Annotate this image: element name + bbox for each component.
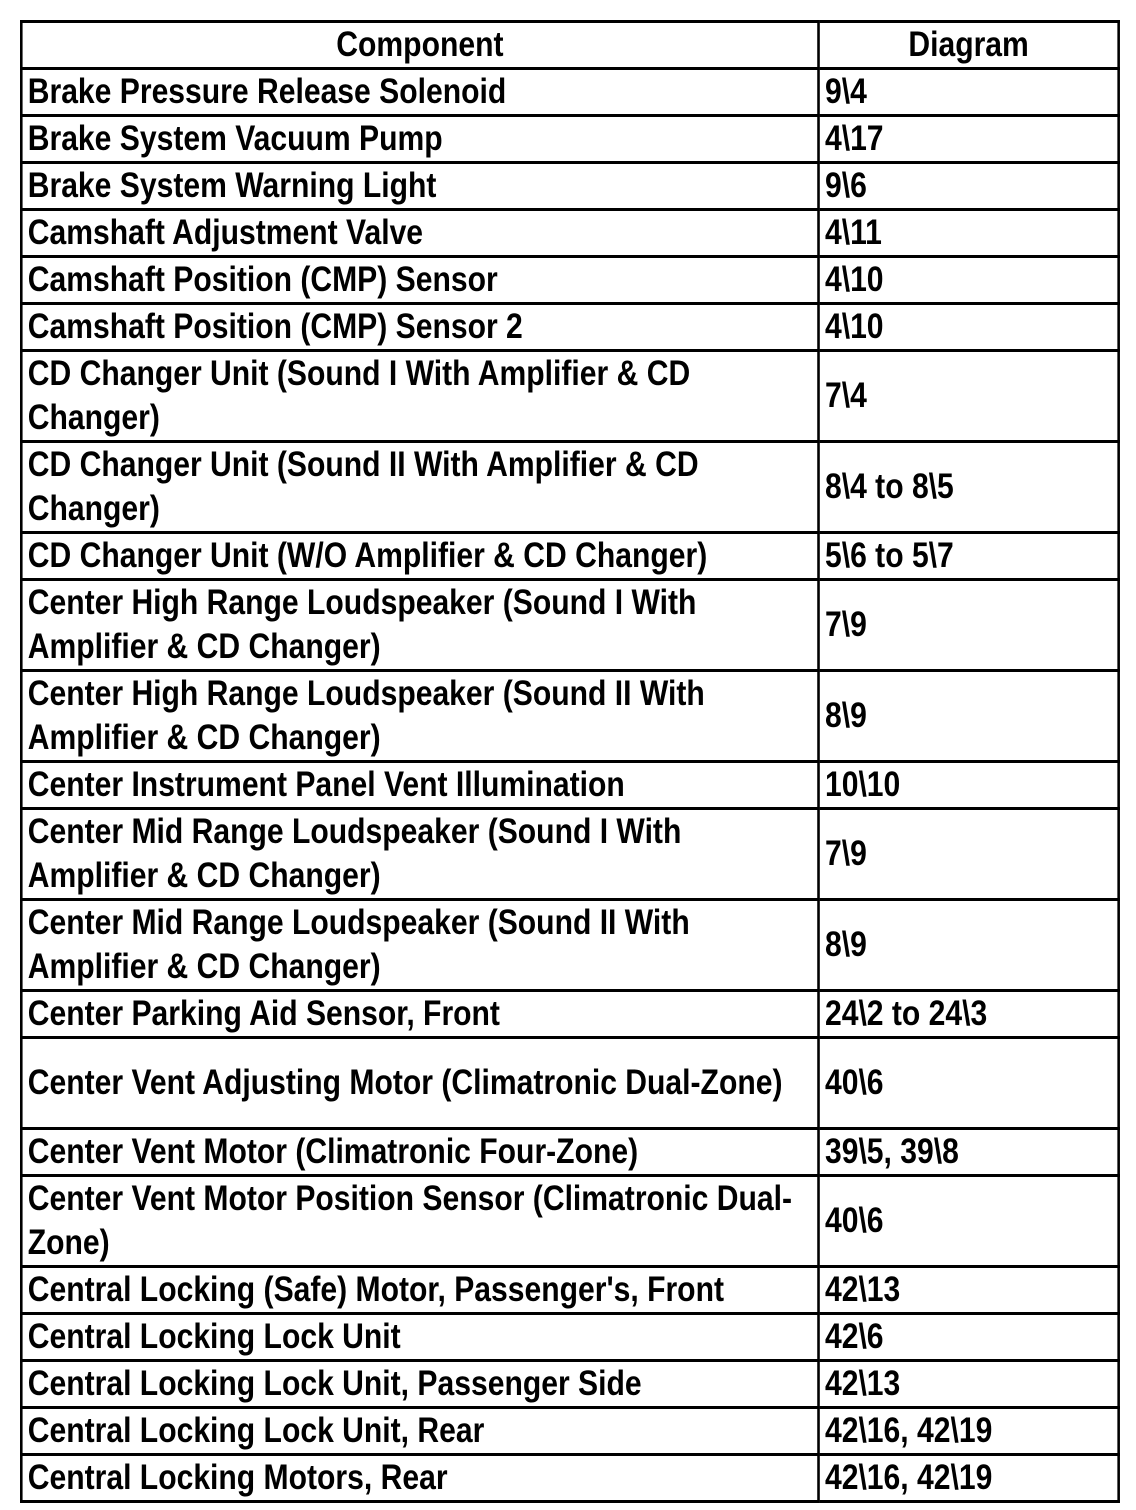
- component-cell: Camshaft Position (CMP) Sensor 2: [21, 304, 818, 351]
- diagram-cell: 8\9: [819, 900, 1119, 991]
- table-row: [21, 1176, 1118, 1267]
- diagram-cell: 9\4: [819, 69, 1119, 116]
- diagram-cell: 42\16, 42\19: [819, 1408, 1119, 1455]
- diagram-cell: 42\13: [819, 1267, 1119, 1314]
- table-row: [21, 442, 1118, 533]
- table-row: [21, 257, 1118, 304]
- diagram-cell: 7\9: [819, 580, 1119, 671]
- diagram-cell: 42\16, 42\19: [819, 1455, 1119, 1502]
- diagram-cell: 40\6: [819, 1176, 1119, 1267]
- component-cell: CD Changer Unit (Sound I With Amplifier & CD Changer): [21, 351, 818, 442]
- table-row: [21, 809, 1118, 900]
- component-cell: Center Vent Motor (Climatronic Four-Zone): [21, 1129, 818, 1176]
- component-cell: Center Instrument Panel Vent Illumination: [21, 762, 818, 809]
- diagram-cell: 4\10: [819, 304, 1119, 351]
- diagram-cell: 42\6: [819, 1314, 1119, 1361]
- component-cell: CD Changer Unit (W/O Amplifier & CD Changer): [21, 533, 818, 580]
- table-row: [21, 991, 1118, 1038]
- component-cell: Center Vent Motor Position Sensor (Climatronic Dual-Zone): [21, 1176, 818, 1267]
- diagram-cell: 40\6: [819, 1038, 1119, 1129]
- component-cell: Center High Range Loudspeaker (Sound II With Amplifier & CD Changer): [21, 671, 818, 762]
- component-cell: Brake Pressure Release Solenoid: [21, 69, 818, 116]
- diagram-cell: 10\10: [819, 762, 1119, 809]
- table-row: [21, 1314, 1118, 1361]
- header-row: [21, 22, 1118, 69]
- component-cell: Central Locking Lock Unit, Passenger Side: [21, 1361, 818, 1408]
- diagram-cell: 42\13: [819, 1361, 1119, 1408]
- component-cell: Brake System Vacuum Pump: [21, 116, 818, 163]
- table-row: [21, 1408, 1118, 1455]
- table-row: [21, 671, 1118, 762]
- component-cell: Center Mid Range Loudspeaker (Sound II With Amplifier & CD Changer): [21, 900, 818, 991]
- table-row: [21, 762, 1118, 809]
- diagram-cell: 7\9: [819, 809, 1119, 900]
- table-row: [21, 1038, 1118, 1129]
- component-cell: Camshaft Position (CMP) Sensor: [21, 257, 818, 304]
- header-diagram: Diagram: [819, 22, 1119, 69]
- component-cell: Camshaft Adjustment Valve: [21, 210, 818, 257]
- component-cell: Center Mid Range Loudspeaker (Sound I With Amplifier & CD Changer): [21, 809, 818, 900]
- diagram-cell: 4\11: [819, 210, 1119, 257]
- component-cell: Center Vent Adjusting Motor (Climatronic Dual-Zone): [21, 1038, 818, 1129]
- diagram-cell: 7\4: [819, 351, 1119, 442]
- table-row: [21, 533, 1118, 580]
- diagram-cell: 9\6: [819, 163, 1119, 210]
- component-cell: Central Locking Lock Unit, Rear: [21, 1408, 818, 1455]
- table-row: [21, 163, 1118, 210]
- component-cell: Center High Range Loudspeaker (Sound I With Amplifier & CD Changer): [21, 580, 818, 671]
- component-cell: Central Locking (Safe) Motor, Passenger's, Front: [21, 1267, 818, 1314]
- table-row: [21, 1361, 1118, 1408]
- diagram-cell: 8\4 to 8\5: [819, 442, 1119, 533]
- diagram-cell: 8\9: [819, 671, 1119, 762]
- component-cell: CD Changer Unit (Sound II With Amplifier & CD Changer): [21, 442, 818, 533]
- table-row: [21, 210, 1118, 257]
- table-row: [21, 900, 1118, 991]
- table-row: [21, 351, 1118, 442]
- diagram-cell: 4\17: [819, 116, 1119, 163]
- table-row: [21, 1455, 1118, 1502]
- component-cell: Brake System Warning Light: [21, 163, 818, 210]
- component-cell: Central Locking Motors, Rear: [21, 1455, 818, 1502]
- table-row: [21, 304, 1118, 351]
- diagram-cell: 4\10: [819, 257, 1119, 304]
- table-row: [21, 1267, 1118, 1314]
- component-cell: Central Locking Lock Unit: [21, 1314, 818, 1361]
- component-diagram-table: [20, 20, 1120, 1503]
- table-row: [21, 1129, 1118, 1176]
- diagram-cell: 5\6 to 5\7: [819, 533, 1119, 580]
- diagram-cell: 24\2 to 24\3: [819, 991, 1119, 1038]
- header-component: Component: [21, 22, 818, 69]
- component-cell: Center Parking Aid Sensor, Front: [21, 991, 818, 1038]
- diagram-cell: 39\5, 39\8: [819, 1129, 1119, 1176]
- table-row: [21, 580, 1118, 671]
- table-row: [21, 116, 1118, 163]
- table-row: [21, 69, 1118, 116]
